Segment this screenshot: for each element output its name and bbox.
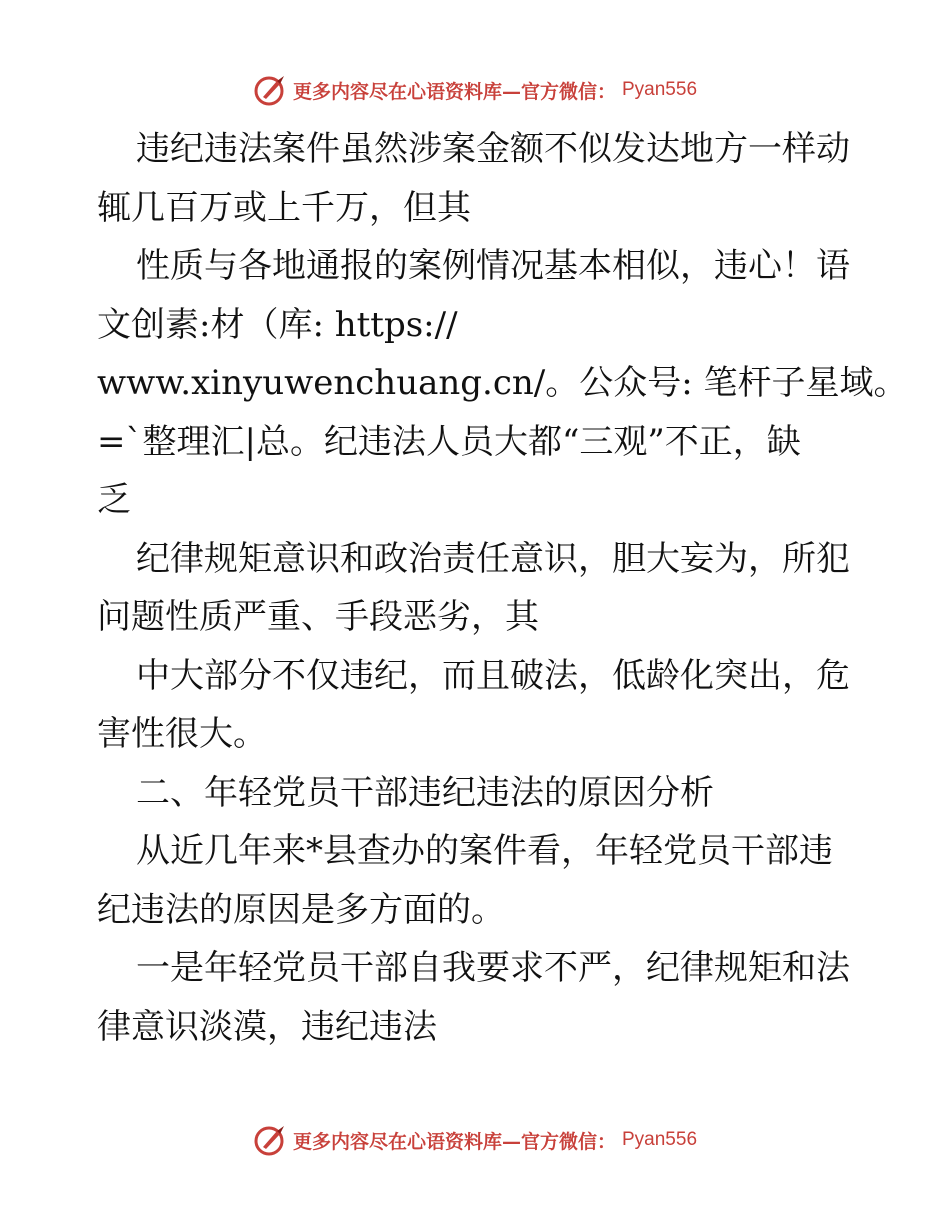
text-line: 二、年轻党员干部违纪违法的原因分析 [136,772,714,813]
text-line: 乏 [97,480,131,520]
paragraph-continuation [97,179,857,238]
text-line: =`整理汇|总。纪违法人员大都“三观”不正，缺 [97,421,801,462]
header-watermark [0,70,950,110]
paragraph-continuation [97,296,908,530]
quill-logo-icon [253,73,287,107]
footer-watermark [0,1120,950,1160]
quill-logo-icon [253,1123,287,1157]
text-line: 从近几年来*县查办的案件看，年轻党员干部违 [136,831,833,871]
paragraph-continuation [97,705,857,764]
text-line: 害性很大。 [97,714,267,754]
document-body [97,120,908,1056]
text-line: 辄几百万或上千万，但其 [97,187,471,228]
paragraph [97,822,857,881]
text-line: www.xinyuwenchuang.cn/。公众号: 笔杆子星域。 [97,363,908,403]
text-line: 纪违法的原因是多方面的。 [97,889,505,930]
watermark-wechat-id: Pyan556 [622,79,698,100]
paragraph [97,237,857,296]
paragraph [97,120,857,179]
watermark-text: 更多内容尽在心语资料库—官方微信： [292,1130,616,1153]
paragraph-continuation [97,588,857,647]
text-line: 律意识淡漠，违纪违法 [97,1006,437,1047]
section-heading [97,764,857,823]
paragraph [97,939,857,998]
watermark-text: 更多内容尽在心语资料库—官方微信： [292,80,616,103]
paragraph [97,647,857,706]
text-line: 违纪违法案件虽然涉案金额不似发达地方一样动 [136,129,850,169]
text-line: 问题性质严重、手段恶劣，其 [97,597,539,637]
text-line: 性质与各地通报的案例情况基本相似，违心！语 [136,246,850,286]
text-line: 纪律规矩意识和政治责任意识，胆大妄为，所犯 [136,538,850,579]
paragraph-continuation [97,998,857,1057]
text-line: 文创素:材（库: https:// [97,304,458,345]
watermark-wechat-id: Pyan556 [622,1129,698,1150]
paragraph-continuation [97,881,857,940]
text-line: 一是年轻党员干部自我要求不严，纪律规矩和法 [136,948,850,988]
text-line: 中大部分不仅违纪，而且破法，低龄化突出，危 [136,655,850,696]
paragraph [97,530,857,589]
